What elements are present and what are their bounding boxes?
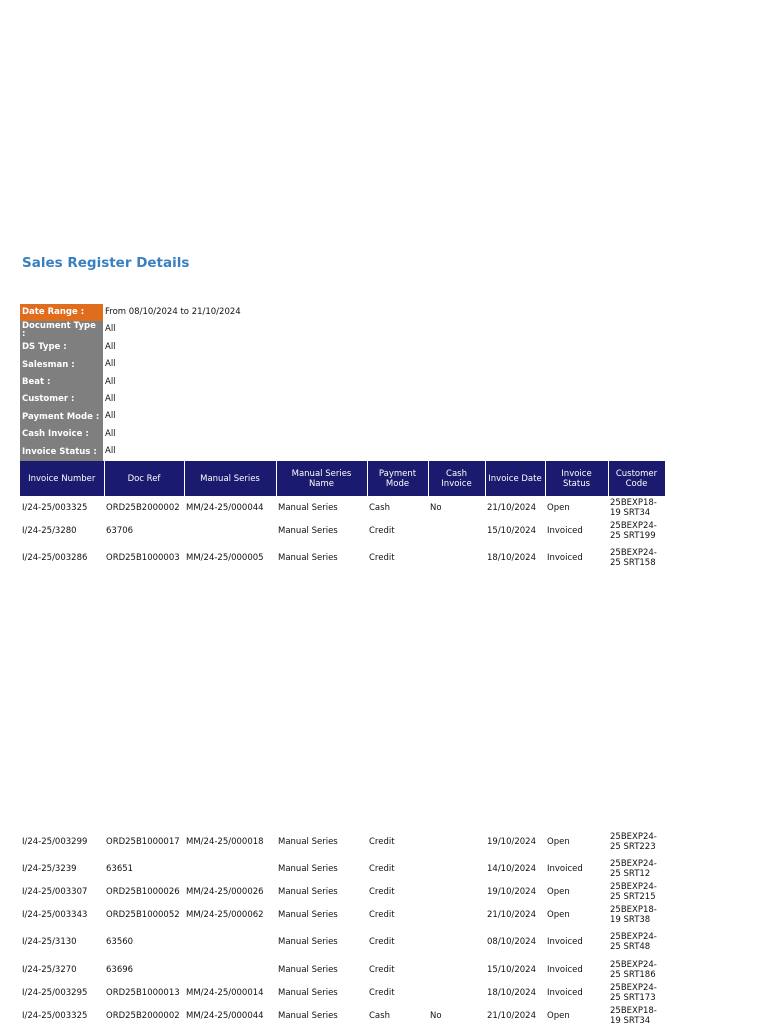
doc-ref-cell: ORD25B1000052	[106, 909, 180, 920]
column-header-manual-series[interactable]: Manual Series	[184, 461, 276, 496]
invoice-number-cell: I/24-25/003299	[22, 837, 88, 847]
cash-invoice-cell	[428, 828, 485, 856]
filter-row-ds-type	[20, 339, 241, 356]
column-header-doc-ref[interactable]: Doc Ref	[104, 461, 184, 496]
customer-code-cell: 25BEXP24-25 SRT199	[610, 520, 657, 541]
invoice-date-cell: 21/10/2024	[487, 909, 536, 920]
manual-series-cell: MM/24-25/000018	[186, 837, 264, 847]
doc-ref-cell: ORD25B1000013	[106, 988, 180, 998]
invoice-status-cell: Open	[547, 502, 570, 513]
page-gap	[20, 573, 665, 828]
filter-value: From 08/10/2024 to 21/10/2024	[105, 307, 241, 317]
doc-ref-cell: ORD25B1000026	[106, 887, 180, 897]
cash-invoice-cell	[428, 957, 485, 983]
manual-series-cell	[184, 856, 276, 882]
page-title: Sales Register Details	[22, 255, 190, 271]
invoice-status-cell: Invoiced	[547, 552, 583, 563]
filter-label: Beat :	[20, 374, 103, 391]
cash-invoice-cell	[428, 542, 485, 573]
invoice-date-cell: 19/10/2024	[487, 887, 536, 897]
cash-invoice-cell	[428, 519, 485, 542]
filter-value: All	[105, 393, 116, 404]
table-row[interactable]	[20, 957, 665, 983]
payment-mode-cell: Credit	[369, 988, 395, 998]
filter-label: Salesman :	[20, 356, 103, 373]
filter-value: All	[105, 376, 116, 387]
invoice-status-cell: Open	[547, 887, 570, 897]
column-header-invoice-number[interactable]: Invoice Number	[20, 461, 104, 496]
invoice-status-cell: Invoiced	[547, 864, 583, 874]
customer-code-cell: 25BEXP24-25 SRT12	[610, 859, 657, 879]
cash-invoice-cell	[428, 856, 485, 882]
customer-code-cell: 25BEXP24-25 SRT158	[610, 547, 657, 568]
invoice-status-cell: Invoiced	[547, 988, 583, 998]
cash-invoice-cell: No	[430, 502, 442, 513]
doc-ref-cell: 63696	[106, 965, 134, 975]
filter-label: Date Range :	[20, 304, 103, 321]
invoice-number-cell: I/24-25/3130	[22, 937, 77, 947]
table-row[interactable]	[20, 828, 665, 856]
manual-series-name-cell: Manual Series	[278, 864, 338, 874]
invoice-status-cell: Invoiced	[547, 965, 583, 975]
filter-label: Document Type :	[20, 321, 103, 338]
filter-row-customer	[20, 391, 241, 408]
sales-register-table	[20, 461, 666, 1028]
payment-mode-cell: Credit	[369, 909, 395, 920]
filter-label: Payment Mode :	[20, 408, 103, 425]
table-row[interactable]	[20, 542, 665, 573]
invoice-status-cell: Open	[547, 837, 570, 847]
filter-row-cash-invoice	[20, 426, 241, 443]
invoice-date-cell: 19/10/2024	[487, 837, 536, 847]
filter-value: All	[105, 446, 116, 457]
manual-series-name-cell: Manual Series	[278, 965, 338, 975]
doc-ref-cell: 63706	[106, 525, 134, 536]
customer-code-cell: 25BEXP18-19 SRT34	[610, 497, 657, 518]
manual-series-cell	[184, 519, 276, 542]
manual-series-name-cell: Manual Series	[278, 525, 338, 536]
invoice-number-cell: I/24-25/003286	[22, 552, 88, 563]
payment-mode-cell: Credit	[369, 864, 395, 874]
column-header-customer-code[interactable]: Customer Code	[608, 461, 665, 496]
invoice-status-cell: Open	[547, 909, 570, 920]
table-header-row	[20, 461, 665, 496]
invoice-status-cell: Invoiced	[547, 525, 583, 536]
filter-label: Cash Invoice :	[20, 426, 103, 443]
invoice-date-cell: 21/10/2024	[487, 1010, 536, 1021]
table-row[interactable]	[20, 927, 665, 957]
invoice-date-cell: 18/10/2024	[487, 552, 536, 563]
filter-label: Customer :	[20, 391, 103, 408]
manual-series-cell: MM/24-25/000005	[186, 552, 264, 563]
column-header-payment-mode[interactable]: Payment Mode	[367, 461, 428, 496]
manual-series-cell: MM/24-25/000062	[186, 909, 264, 920]
customer-code-cell: 25BEXP24-25 SRT223	[610, 832, 657, 852]
manual-series-name-cell: Manual Series	[278, 552, 338, 563]
manual-series-name-cell: Manual Series	[278, 502, 338, 513]
invoice-date-cell: 08/10/2024	[487, 937, 536, 947]
cash-invoice-cell	[428, 927, 485, 957]
customer-code-cell: 25BEXP24-25 SRT173	[610, 983, 657, 1003]
table-row[interactable]	[20, 902, 665, 927]
invoice-number-cell: I/24-25/003307	[22, 887, 88, 897]
customer-code-cell: 25BEXP18-19 SRT38	[610, 904, 657, 925]
doc-ref-cell: ORD25B2000002	[106, 1010, 180, 1021]
filter-row-payment-mode	[20, 408, 241, 425]
filter-row-date-range	[20, 304, 241, 321]
customer-code-cell: 25BEXP24-25 SRT186	[610, 960, 657, 980]
manual-series-cell	[184, 957, 276, 983]
filter-summary	[20, 304, 241, 461]
column-header-invoice-date[interactable]: Invoice Date	[485, 461, 545, 496]
invoice-status-cell: Invoiced	[547, 937, 583, 947]
invoice-date-cell: 15/10/2024	[487, 965, 536, 975]
filter-value: All	[105, 411, 116, 422]
table-row[interactable]	[20, 856, 665, 882]
manual-series-cell: MM/24-25/000044	[186, 502, 264, 513]
payment-mode-cell: Credit	[369, 965, 395, 975]
payment-mode-cell: Credit	[369, 525, 395, 536]
cash-invoice-cell	[428, 983, 485, 1003]
manual-series-name-cell: Manual Series	[278, 887, 338, 897]
manual-series-name-cell: Manual Series	[278, 837, 338, 847]
invoice-status-cell: Open	[547, 1010, 570, 1021]
table-row[interactable]	[20, 519, 665, 542]
filter-label: DS Type :	[20, 339, 103, 356]
cash-invoice-cell: No	[430, 1010, 442, 1021]
manual-series-name-cell: Manual Series	[278, 937, 338, 947]
doc-ref-cell: 63560	[106, 937, 134, 947]
invoice-number-cell: I/24-25/003325	[22, 1010, 88, 1021]
payment-mode-cell: Credit	[369, 937, 395, 947]
payment-mode-cell: Credit	[369, 887, 395, 897]
table-row[interactable]	[20, 983, 665, 1003]
payment-mode-cell: Cash	[369, 1010, 390, 1021]
filter-row-document-type	[20, 321, 241, 338]
manual-series-cell: MM/24-25/000026	[186, 887, 264, 897]
invoice-number-cell: I/24-25/3280	[22, 525, 77, 536]
invoice-number-cell: I/24-25/3239	[22, 864, 77, 874]
manual-series-name-cell: Manual Series	[278, 909, 338, 920]
invoice-date-cell: 21/10/2024	[487, 502, 536, 513]
filter-row-salesman	[20, 356, 241, 373]
customer-code-cell: 25BEXP24-25 SRT215	[610, 882, 657, 902]
invoice-number-cell: I/24-25/003295	[22, 988, 88, 998]
filter-row-beat	[20, 374, 241, 391]
filter-value: All	[105, 359, 116, 370]
customer-code-cell: 25BEXP18-19 SRT34	[610, 1005, 657, 1026]
manual-series-cell	[184, 927, 276, 957]
doc-ref-cell: ORD25B2000002	[106, 502, 180, 513]
invoice-date-cell: 14/10/2024	[487, 864, 536, 874]
manual-series-cell: MM/24-25/000014	[186, 988, 264, 998]
invoice-number-cell: I/24-25/003325	[22, 502, 88, 513]
doc-ref-cell: ORD25B1000003	[106, 552, 180, 563]
manual-series-cell: MM/24-25/000044	[186, 1010, 264, 1021]
filter-label: Invoice Status :	[20, 443, 103, 460]
cash-invoice-cell	[428, 882, 485, 902]
invoice-date-cell: 15/10/2024	[487, 525, 536, 536]
filter-value: All	[105, 324, 116, 335]
payment-mode-cell: Credit	[369, 552, 395, 563]
doc-ref-cell: ORD25B1000017	[106, 837, 180, 847]
column-header-cash-invoice[interactable]: Cash Invoice	[428, 461, 485, 496]
customer-code-cell: 25BEXP24-25 SRT48	[610, 932, 657, 952]
filter-row-invoice-status	[20, 443, 241, 460]
manual-series-name-cell: Manual Series	[278, 1010, 338, 1021]
payment-mode-cell: Cash	[369, 502, 390, 513]
column-header-manual-series-name[interactable]: Manual Series Name	[276, 461, 367, 496]
invoice-number-cell: I/24-25/003343	[22, 909, 88, 920]
manual-series-name-cell: Manual Series	[278, 988, 338, 998]
cash-invoice-cell	[428, 902, 485, 927]
filter-value: All	[105, 428, 116, 439]
doc-ref-cell: 63651	[106, 864, 134, 874]
table-row[interactable]	[20, 1003, 665, 1028]
table-row[interactable]	[20, 882, 665, 902]
invoice-date-cell: 18/10/2024	[487, 988, 536, 998]
invoice-number-cell: I/24-25/3270	[22, 965, 77, 975]
filter-value: All	[105, 341, 116, 352]
column-header-invoice-status[interactable]: Invoice Status	[545, 461, 608, 496]
table-row[interactable]	[20, 496, 665, 519]
payment-mode-cell: Credit	[369, 837, 395, 847]
